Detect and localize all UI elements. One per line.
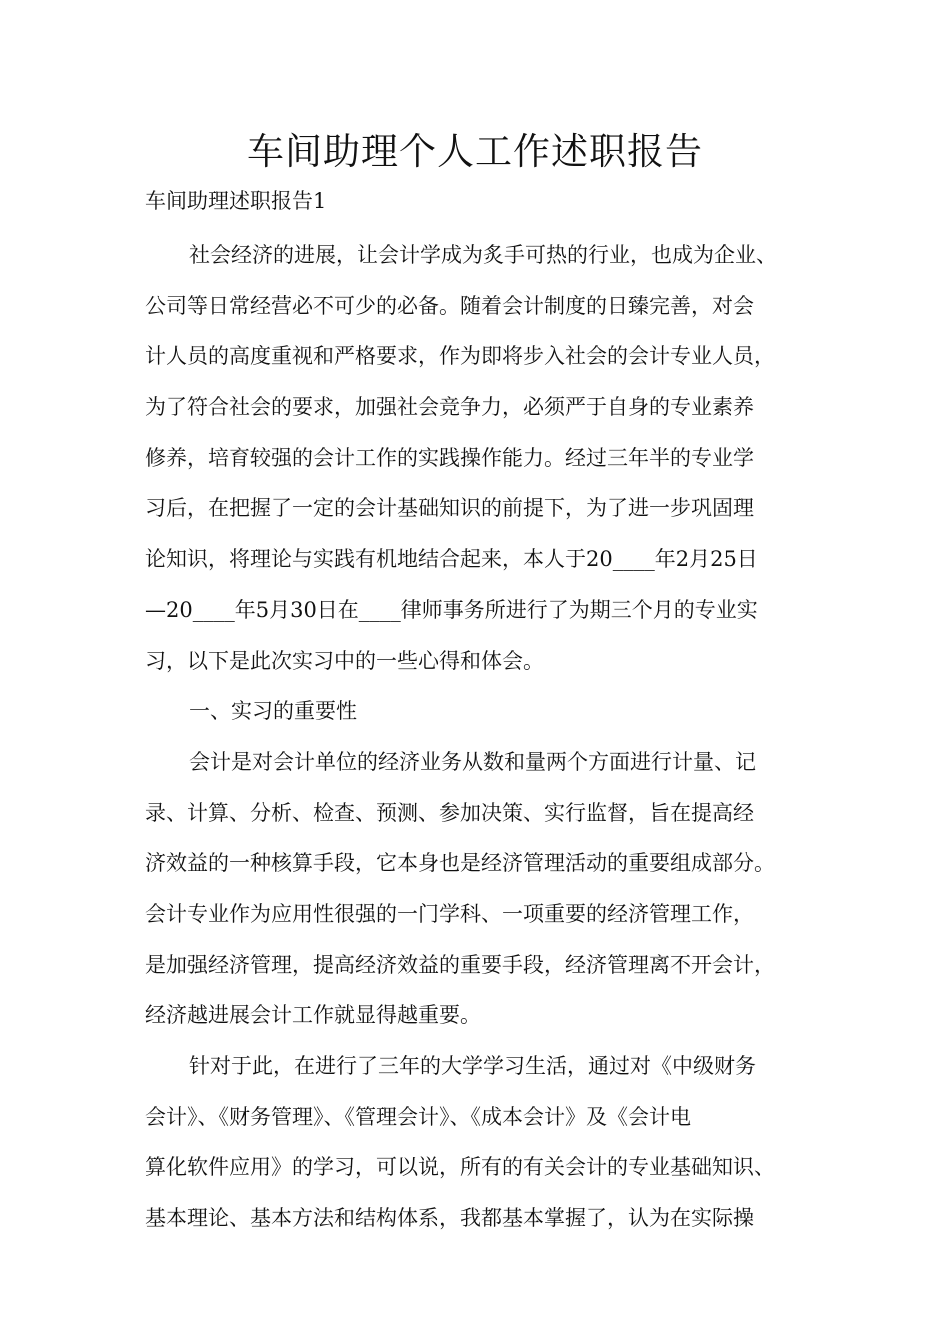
text-line: 经济越进展会计工作就显得越重要。: [145, 1003, 481, 1028]
text-line: 算化软件应用》的学习，可以说，所有的有关会计的专业基础知识、: [145, 1155, 775, 1180]
text-line: 会计专业作为应用性很强的一门学科、一项重要的经济管理工作，: [145, 901, 754, 926]
text-line: 习后，在把握了一定的会计基础知识的前提下，为了进一步巩固理: [145, 496, 754, 521]
text-line: 公司等日常经营必不可少的必备。随着会计制度的日臻完善，对会: [145, 293, 754, 318]
text-line: 济效益的一种核算手段，它本身也是经济管理活动的重要组成部分。: [145, 851, 775, 876]
text-line: 论知识，将理论与实践有机地结合起来，本人于20____年2月25日: [145, 547, 758, 572]
document-title: 车间助理个人工作述职报告: [247, 130, 703, 173]
text-line: 计人员的高度重视和严格要求，作为即将步入社会的会计专业人员，: [145, 344, 775, 369]
text-line: 会计》、《财务管理》、《管理会计》、《成本会计》及《会计电: [145, 1104, 691, 1129]
text-line: 习，以下是此次实习中的一些心得和体会。: [145, 648, 544, 673]
text-line: —20____年5月30日在____律师事务所进行了为期三个月的专业实: [145, 597, 758, 622]
text-line: 一、实习的重要性: [189, 699, 357, 724]
document-body: [145, 230, 825, 1244]
text-line: 会计是对会计单位的经济业务从数和量两个方面进行计量、记: [189, 749, 756, 774]
section-heading: 车间助理述职报告1: [145, 189, 327, 213]
text-line: 修养，培育较强的会计工作的实践操作能力。经过三年半的专业学: [145, 445, 754, 470]
text-line: 基本理论、基本方法和结构体系，我都基本掌握了，认为在实际操: [145, 1206, 754, 1231]
text-line: 为了符合社会的要求，加强社会竞争力，必须严于自身的专业素养: [145, 395, 754, 420]
text-line: 是加强经济管理，提高经济效益的重要手段，经济管理离不开会计，: [145, 952, 775, 977]
text-line: 针对于此，在进行了三年的大学学习生活，通过对《中级财务: [189, 1054, 756, 1078]
text-line: 社会经济的进展，让会计学成为炙手可热的行业，也成为企业、: [189, 243, 777, 267]
text-line: 录、计算、分析、检查、预测、参加决策、实行监督，旨在提高经: [145, 800, 754, 825]
